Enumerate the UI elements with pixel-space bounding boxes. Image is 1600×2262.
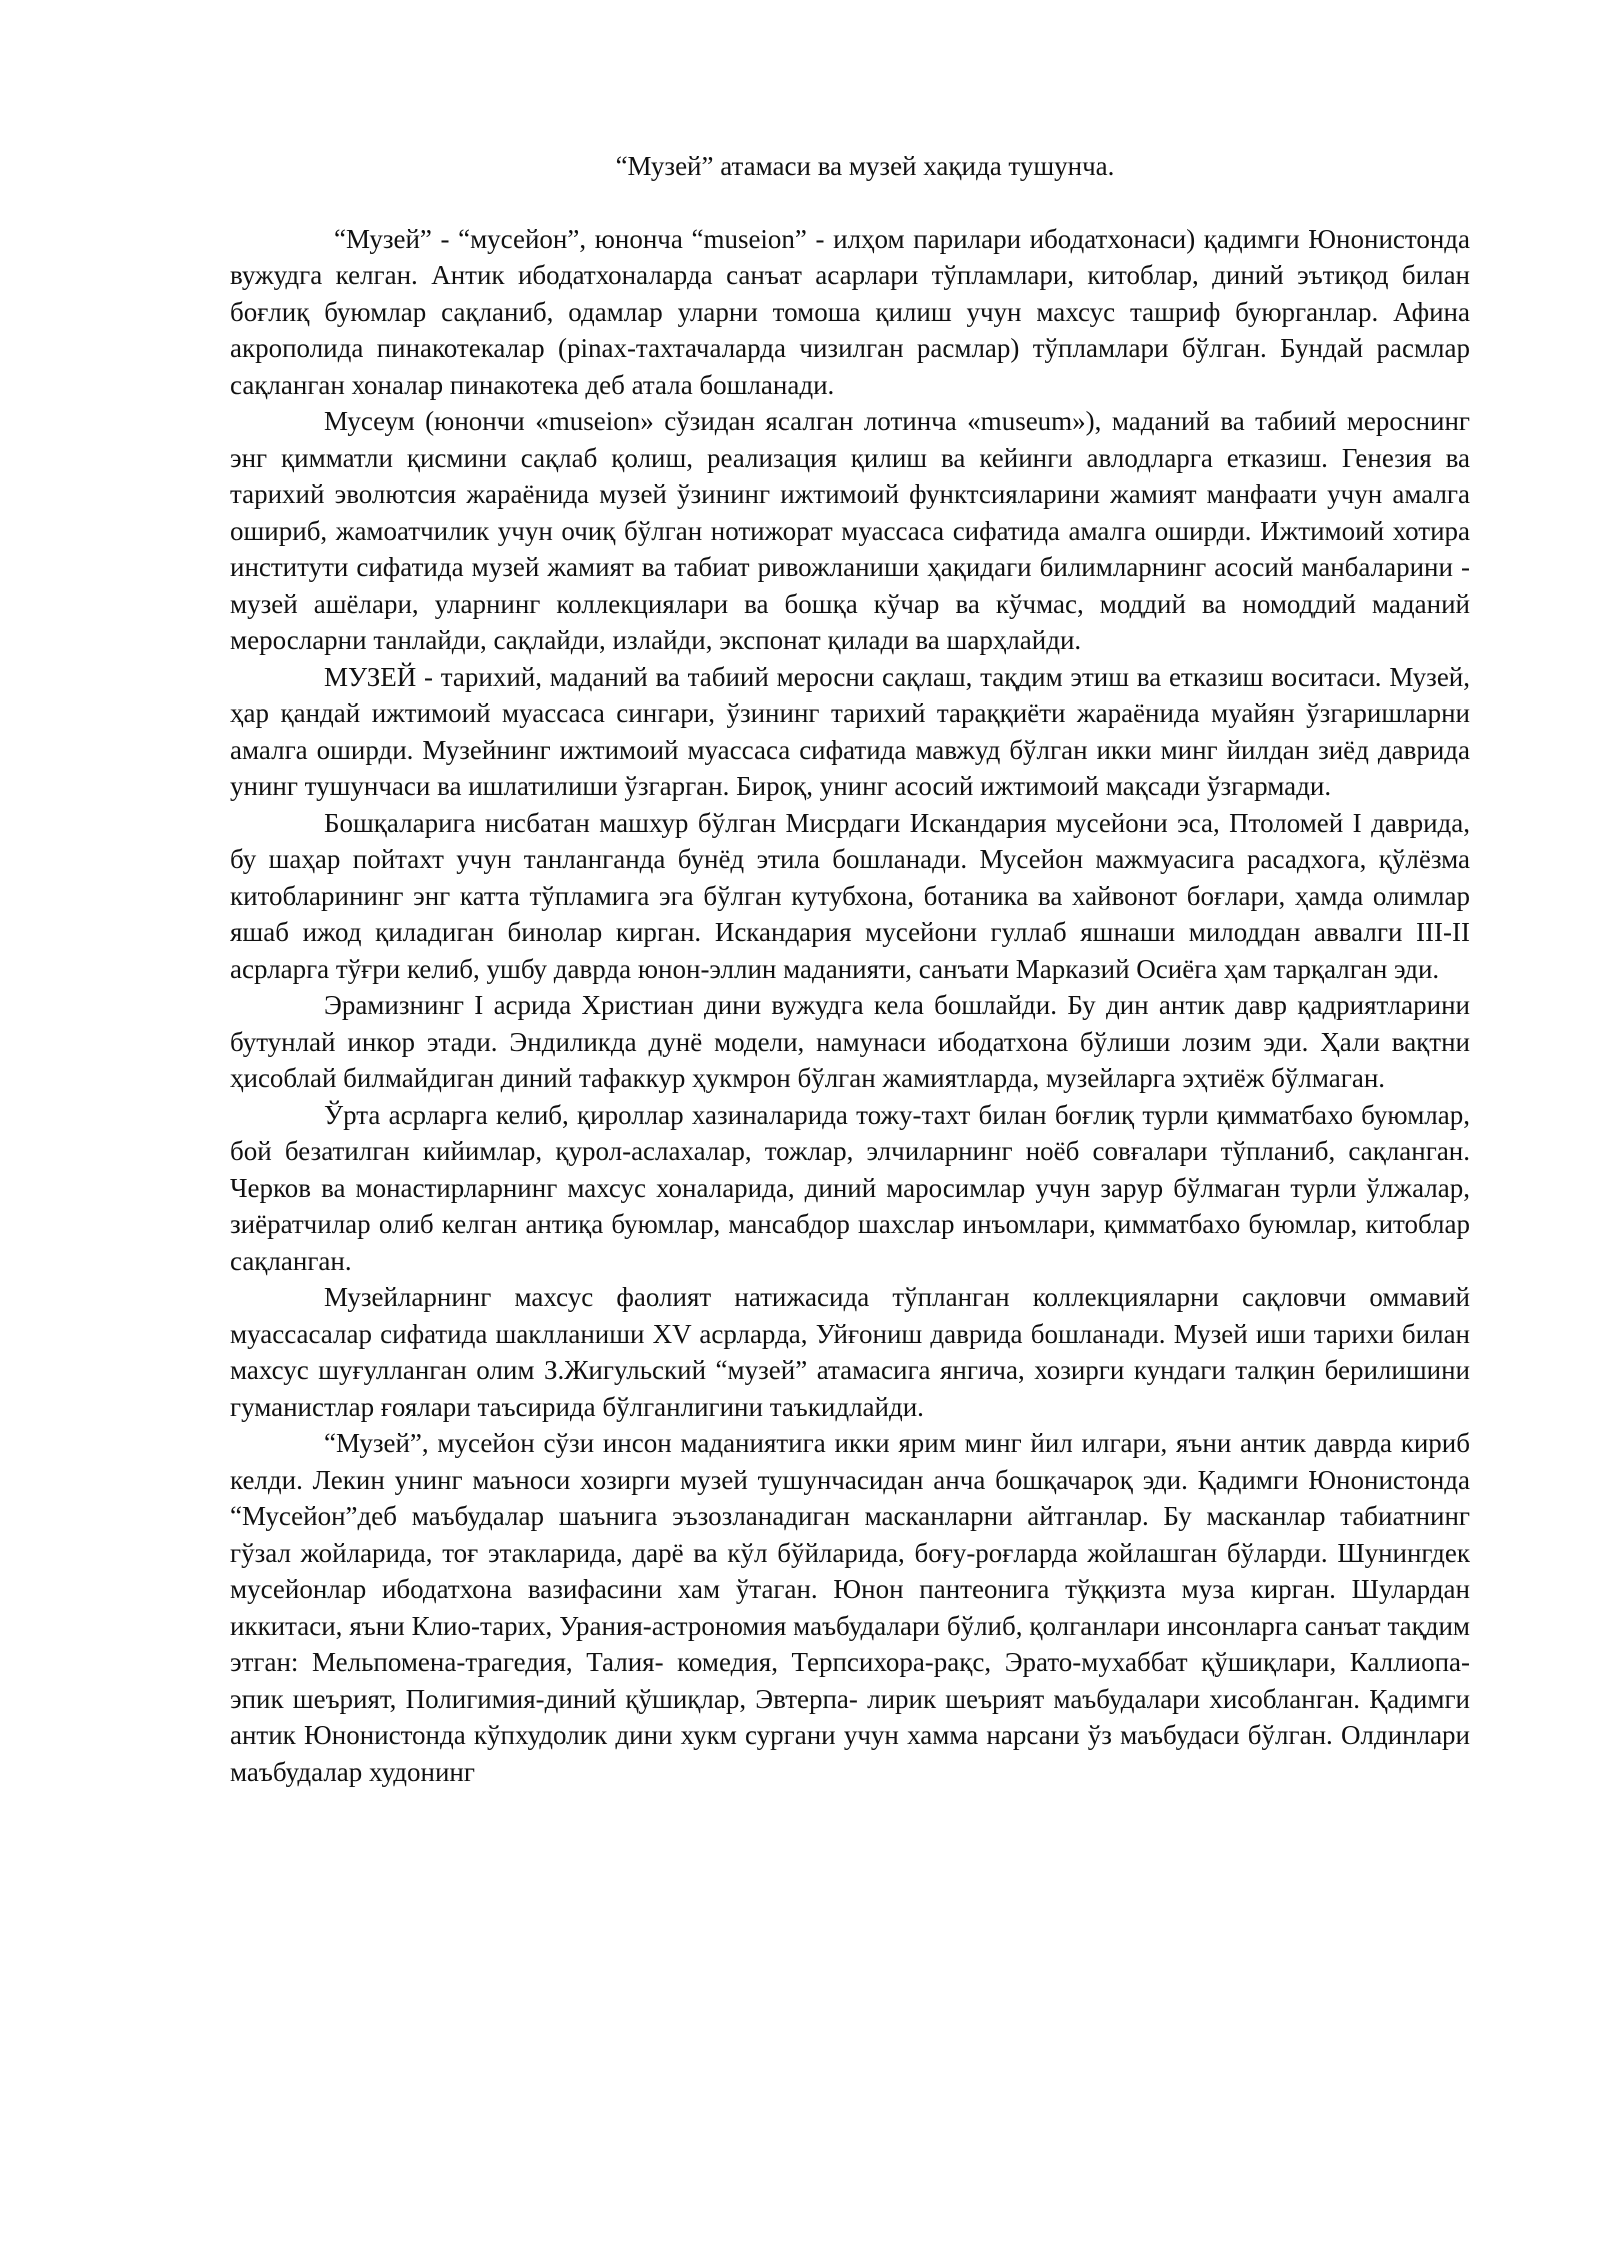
paragraph-museion-origin: “Музей” - “мусейон”, юнонча “museion” - илҳом парилари ибодатхонаси) қадимги Юнонистонда вужудга келган. Антик ибодатхоналарда санъат асарлари тўпламлари, китоблар, диний эътиқод билан боғлиқ буюмлар сақланиб, одамлар уларни томоша қилиш учун махсус ташриф буюрганлар. Афина акрополида пинакотекалар (pinax-тахтачаларда чизилган расмлар) тўпламлари бўлган. Бундай расмлар сақланган хоналар пинакотека деб атала бошланади. — [230, 223, 1470, 400]
document-title: “Музей” атамаси ва музей хақида тушунча. — [615, 151, 1115, 181]
paragraph-christianity: Эрамизнинг I асрида Христиан дини вужудга кела бошлайди. Бу дин антик давр қадриятларини бутунлай инкор этади. Эндиликда дунё модели, намунаси ибодатхона бўлиши лозим эди. Ҳали вақтни ҳисоблай билмайдиган диний тафаккур ҳукмрон бўлган жамиятларда, музейларга эҳтиёж бўлмаган. — [230, 990, 1470, 1093]
paragraph-museum-means: МУЗЕЙ - тарихий, маданий ва табиий меросни сақлаш, тақдим этиш ва етказиш воситаси. Музей, ҳар қандай ижтимоий муассаса сингари, ўзининг тарихий тараққиёти жараёнида муайян ўзгаришларни амалга оширди. Музейнинг ижтимоий муассаса сифатида мавжуд бўлган икки минг йилдан зиёд даврида унинг тушунчаси ва ишлатилиши ўзгарган. Бироқ, унинг асосий ижтимоий мақсади ўзгармади. — [230, 661, 1470, 801]
paragraph-muses: “Музей”, мусейон сўзи инсон маданиятига икки ярим минг йил илгари, яъни антик даврда кириб келди. Лекин унинг маъноси хозирги музей тушунчасидан анча бошқачароқ эди. Қадимги Юнонистонда “Мусейон”деб маъбудалар шаънига эъзозланадиган масканларни айтганлар. Бу масканлар табиатнинг гўзал жойларида, тоғ этакларида, дарё ва кўл бўйларида, боғу-роғларда жойлашган бўларди. Шунингдек мусейонлар ибодатхона вазифасини хам ўтаган. Юнон пантеонига тўққизта муза кирган. Шулардан иккитаси, яъни Клио-тарих, Урания-астрономия маъбудалари бўлиб, қолганлари инсонларга санъат тақдим этган: Мельпомена-трагедия, Талия- комедия, Терпсихора-рақс, Эрато-мухаббат қўшиқлари, Каллиопа-эпик шеърият, Полигимия-диний қўшиқлар, Эвтерпа- лирик шеърият маъбудалари хисобланган. Қадимги антик Юнонистонда кўпхудолик дини хукм сургани учун хамма нарсани ўз маъбудаси бўлган. Олдинлари маъбудалар худонинг — [230, 1428, 1470, 1787]
paragraph-alexandria-museion: Бошқаларига нисбатан машхур бўлган Мисрдаги Искандария мусейони эса, Птоломей I даврида, бу шаҳар пойтахт учун танланганда бунёд этила бошланади. Мусейон мажмуасига расадхога, қўлёзма китобларининг энг катта тўпламига эга бўлган кутубхона, ботаника ва хайвонот боғлари, ҳамда олимлар яшаб ижод қиладиган бинолар кирган. Искандария мусейони гуллаб яшнаши милоддан аввалги III-II асрларга тўғри келиб, ушбу даврда юнон-эллин маданияти, санъати Марказий Осиёга ҳам тарқалган эди. — [230, 807, 1470, 984]
paragraph-museum-definition: Мусеум (юнончи «museion» сўзидан ясалган лотинча «museum»), маданий ва табиий мероснинг энг қимматли қисмини сақлаб қолиш, реализация қилиш ва кейинги авлодларга етказиш. Генезия ва тарихий эволютсия жараёнида музей ўзининг ижтимоий функтсияларини жамият манфаати учун амалга ошириб, жамоатчилик учун очиқ бўлган нотижорат муассаса сифатида амалга оширди. Ижтимоий хотира институти сифатида музей жамият ва табиат ривожланиши ҳақидаги билимларнинг асосий манбаларини - музей ашёлари, уларнинг коллекциялари ва бошқа кўчар ва кўчмас, моддий ва номоддий маданий меросларни танлайди, сақлайди, излайди, экспонат қилади ва шарҳлайди. — [230, 406, 1470, 655]
paragraph-renaissance: Музейларнинг махсус фаолият натижасида тўпланган коллекцияларни сақловчи оммавий муассасалар сифатида шаклланиши XV асрларда, Уйғониш даврида бошланади. Музей иши тарихи билан махсус шуғулланган олим З.Жигульский “музей” атамасига янгича, хозирги кундаги талқин берилишини гуманистлар ғоялари таъсирида бўлганлигини таъкидлайди. — [230, 1282, 1470, 1422]
paragraph-middle-ages: Ўрта асрларга келиб, қироллар хазиналарида тожу-тахт билан боғлиқ турли қимматбахо буюмлар, бой безатилган кийимлар, қурол-аслахалар, тожлар, элчиларнинг ноёб совғалари тўпланиб, сақланган. Черков ва монастирларнинг махсус хоналарида, диний маросимлар учун зарур бўлмаган турли ўлжалар, зиёратчилар олиб келган антиқа буюмлар, мансабдор шахслар инъомлари, қимматбахо буюмлар, китоблар сақланган. — [230, 1099, 1470, 1276]
document-body — [230, 148, 1470, 1790]
